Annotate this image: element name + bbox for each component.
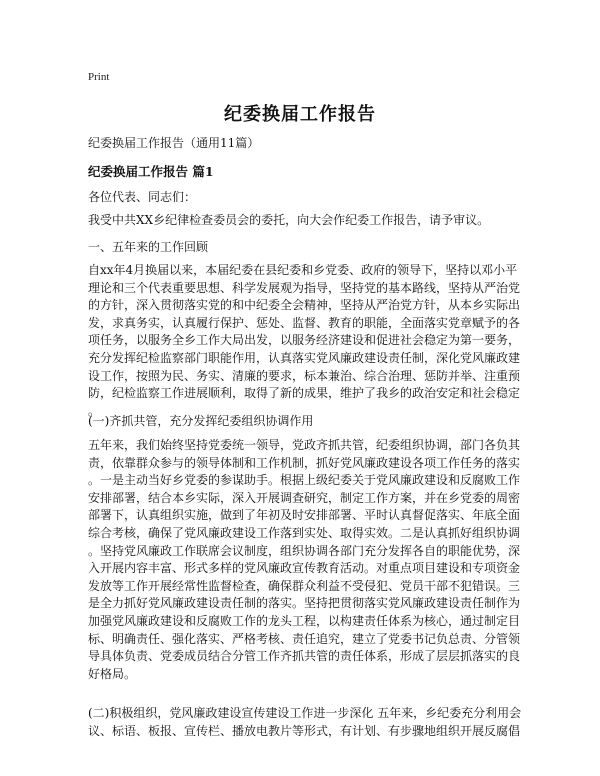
text-line: (二)积极组织，党风廉政建设宣传建设工作进一步深化 五年来，乡纪委充分利用会 (88, 706, 522, 720)
paragraph-2 (88, 437, 521, 683)
text-line: 综合考核，确保了党风廉政建设工作落到实处、取得实效。二是认真抓好组织协调 (88, 525, 521, 540)
text-line: 发，求真务实，认真履行保护、惩处、监督、教育的职能，全面落实党章赋予的各 (88, 315, 521, 330)
document-subtitle: 纪委换届工作报告（通用11篇） (88, 136, 260, 150)
text-line: 是全力抓好党风廉政建设责任制的落实。坚持把贯彻落实党风廉政建设责任制作为 (88, 596, 521, 611)
subheading-coordination: (一)齐抓共管，充分发挥纪委组织协调作用 (88, 414, 314, 428)
text-line: 部署下，认真组织实施，做到了年初及时安排部署、平时认真督促落实、年底全面 (88, 508, 521, 523)
text-line: 议、标语、板报、宣传栏、播放电教片等形式，有计划、有步骤地组织开展反腐倡 (88, 723, 521, 738)
document-title: 纪委换届工作报告 (224, 104, 376, 125)
text-line: 。 (88, 403, 101, 418)
section-heading: 纪委换届工作报告 篇1 (88, 164, 214, 179)
text-line: 好格局。 (88, 666, 137, 681)
text-line: 设工作，按照为民、务实、清廉的要求，标本兼治、综合治理、惩防并举、注重预 (88, 368, 521, 383)
text-line: 安排部署，结合本乡实际，深入开展调查研究，制定工作方案，并在乡党委的周密 (88, 490, 521, 505)
print-link[interactable]: Print (88, 71, 110, 83)
salutation: 各位代表、同志们： (88, 190, 197, 204)
heading-work-review: 一、五年来的工作回顾 (88, 240, 209, 254)
text-line: 责，依靠群众参与的领导体制和工作机制，抓好党风廉政建设各项工作任务的落实 (88, 455, 521, 470)
text-line: 。一是主动当好乡党委的参谋助手。根据上级纪委关于党风廉政建设和反腐败工作 (88, 473, 521, 488)
text-line: 导具体负责、党委成员结合分管工作齐抓共管的责任体系，形成了层层抓落实的良 (88, 649, 521, 664)
paragraph-1 (88, 262, 521, 420)
text-line: 。坚持党风廉政工作联席会议制度，组织协调各部门充分发挥各自的职能优势，深 (88, 543, 521, 558)
intro-paragraph: 我受中共XX乡纪律检查委员会的委托，向大会作纪委工作报告，请予审议。 (88, 213, 490, 227)
paragraph-3 (88, 705, 522, 740)
text-line: 入开展内容丰富、形式多样的党风廉政宣传教育活动。对重点项目建设和专项资金 (88, 561, 521, 576)
text-line: 防，纪检监察工作进展顺利，取得了新的成果，维护了我乡的政治安定和社会稳定 (88, 386, 521, 401)
text-line: 五年来，我们始终坚持党委统一领导，党政齐抓共管，纪委组织协调，部门各负其 (88, 438, 521, 452)
text-line: 加强党风廉政建设和反腐败工作的龙头工程，以构建责任体系为核心，通过制定目 (88, 613, 521, 628)
text-line: 发放等工作开展经常性监督检查，确保群众利益不受侵犯、党员干部不犯错误。三 (88, 578, 521, 593)
text-line: 自xx年4月换届以来，本届纪委在县纪委和乡党委、政府的领导下，坚持以邓小平 (88, 263, 518, 277)
text-line: 充分发挥纪检监察部门职能作用，认真落实党风廉政建设责任制，深化党风廉政建 (88, 350, 521, 365)
text-line: 项任务，以服务全乡工作大局出发，以服务经济建设和促进社会稳定为第一要务， (88, 333, 521, 348)
text-line: 的方针，深入贯彻落实党的和中纪委全会精神，坚持从严治党方针，从本乡实际出 (88, 298, 521, 313)
text-line: 理论和三个代表重要思想、科学发展观为指导，坚持党的基本路线，坚持从严治党 (88, 280, 521, 295)
text-line: 标、明确责任、强化落实、严格考核、责任追究，建立了党委书记负总责、分管领 (88, 631, 521, 646)
